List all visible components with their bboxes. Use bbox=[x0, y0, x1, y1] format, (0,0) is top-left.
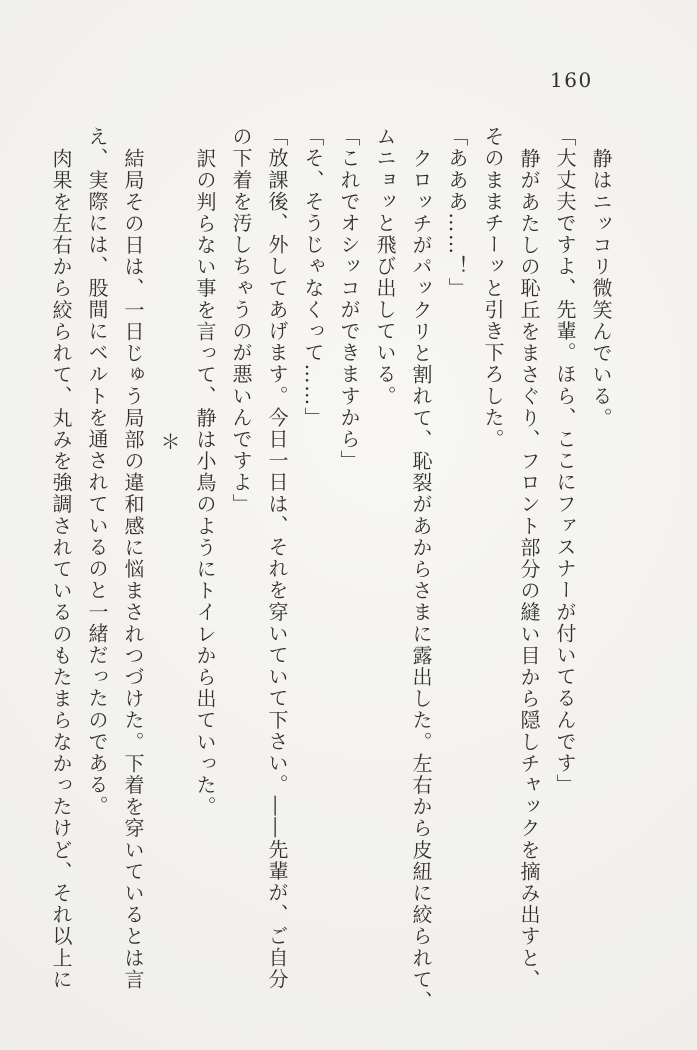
text-line: クロッチがパックリと割れて、恥裂があからさまに露出した。左右から皮紐に絞られて、 bbox=[409, 148, 433, 1012]
page-number: 160 bbox=[550, 68, 593, 92]
text-line: そのままチーッと引き下ろした。 bbox=[481, 126, 505, 450]
text-line: 「あああ……！」 bbox=[445, 126, 469, 299]
novel-text-area bbox=[43, 126, 619, 1018]
text-line: 訳の判らない事を言って、静は小鳥のようにトイレから出ていった。 bbox=[193, 148, 217, 818]
text-line: ムニョッと飛び出している。 bbox=[373, 126, 397, 407]
text-line: 肉果を左右から絞られて、丸みを強調されているのもたまらなかったけど、それ以上に bbox=[49, 148, 73, 991]
text-line: 結局その日は、一日じゅう局部の違和感に悩まされつづけた。下着を穿いているとは言 bbox=[121, 148, 145, 991]
section-separator: ＊ bbox=[157, 431, 181, 453]
text-line: 静はニッコリ微笑んでいる。 bbox=[589, 148, 613, 429]
text-line: の下着を汚しちゃうのが悪いんですよ」 bbox=[229, 126, 253, 515]
text-line: 「そ、そうじゃなくって……」 bbox=[301, 126, 325, 429]
text-line: え、実際には、股間にベルトを通されているのと一緒だったのである。 bbox=[85, 126, 109, 818]
text-line: 「大丈夫ですよ、先輩。ほら、ここにファスナーが付いてるんです」 bbox=[553, 126, 577, 796]
text-line: 「これでオシッコができますから」 bbox=[337, 126, 361, 472]
text-line: 静があたしの恥丘をまさぐり、フロント部分の縫い目から隠しチャックを摘み出すと、 bbox=[517, 148, 541, 991]
text-line: 「放課後、外してあげます。今日一日は、それを穿いていて下さい。――先輩が、ご自分 bbox=[265, 126, 289, 990]
